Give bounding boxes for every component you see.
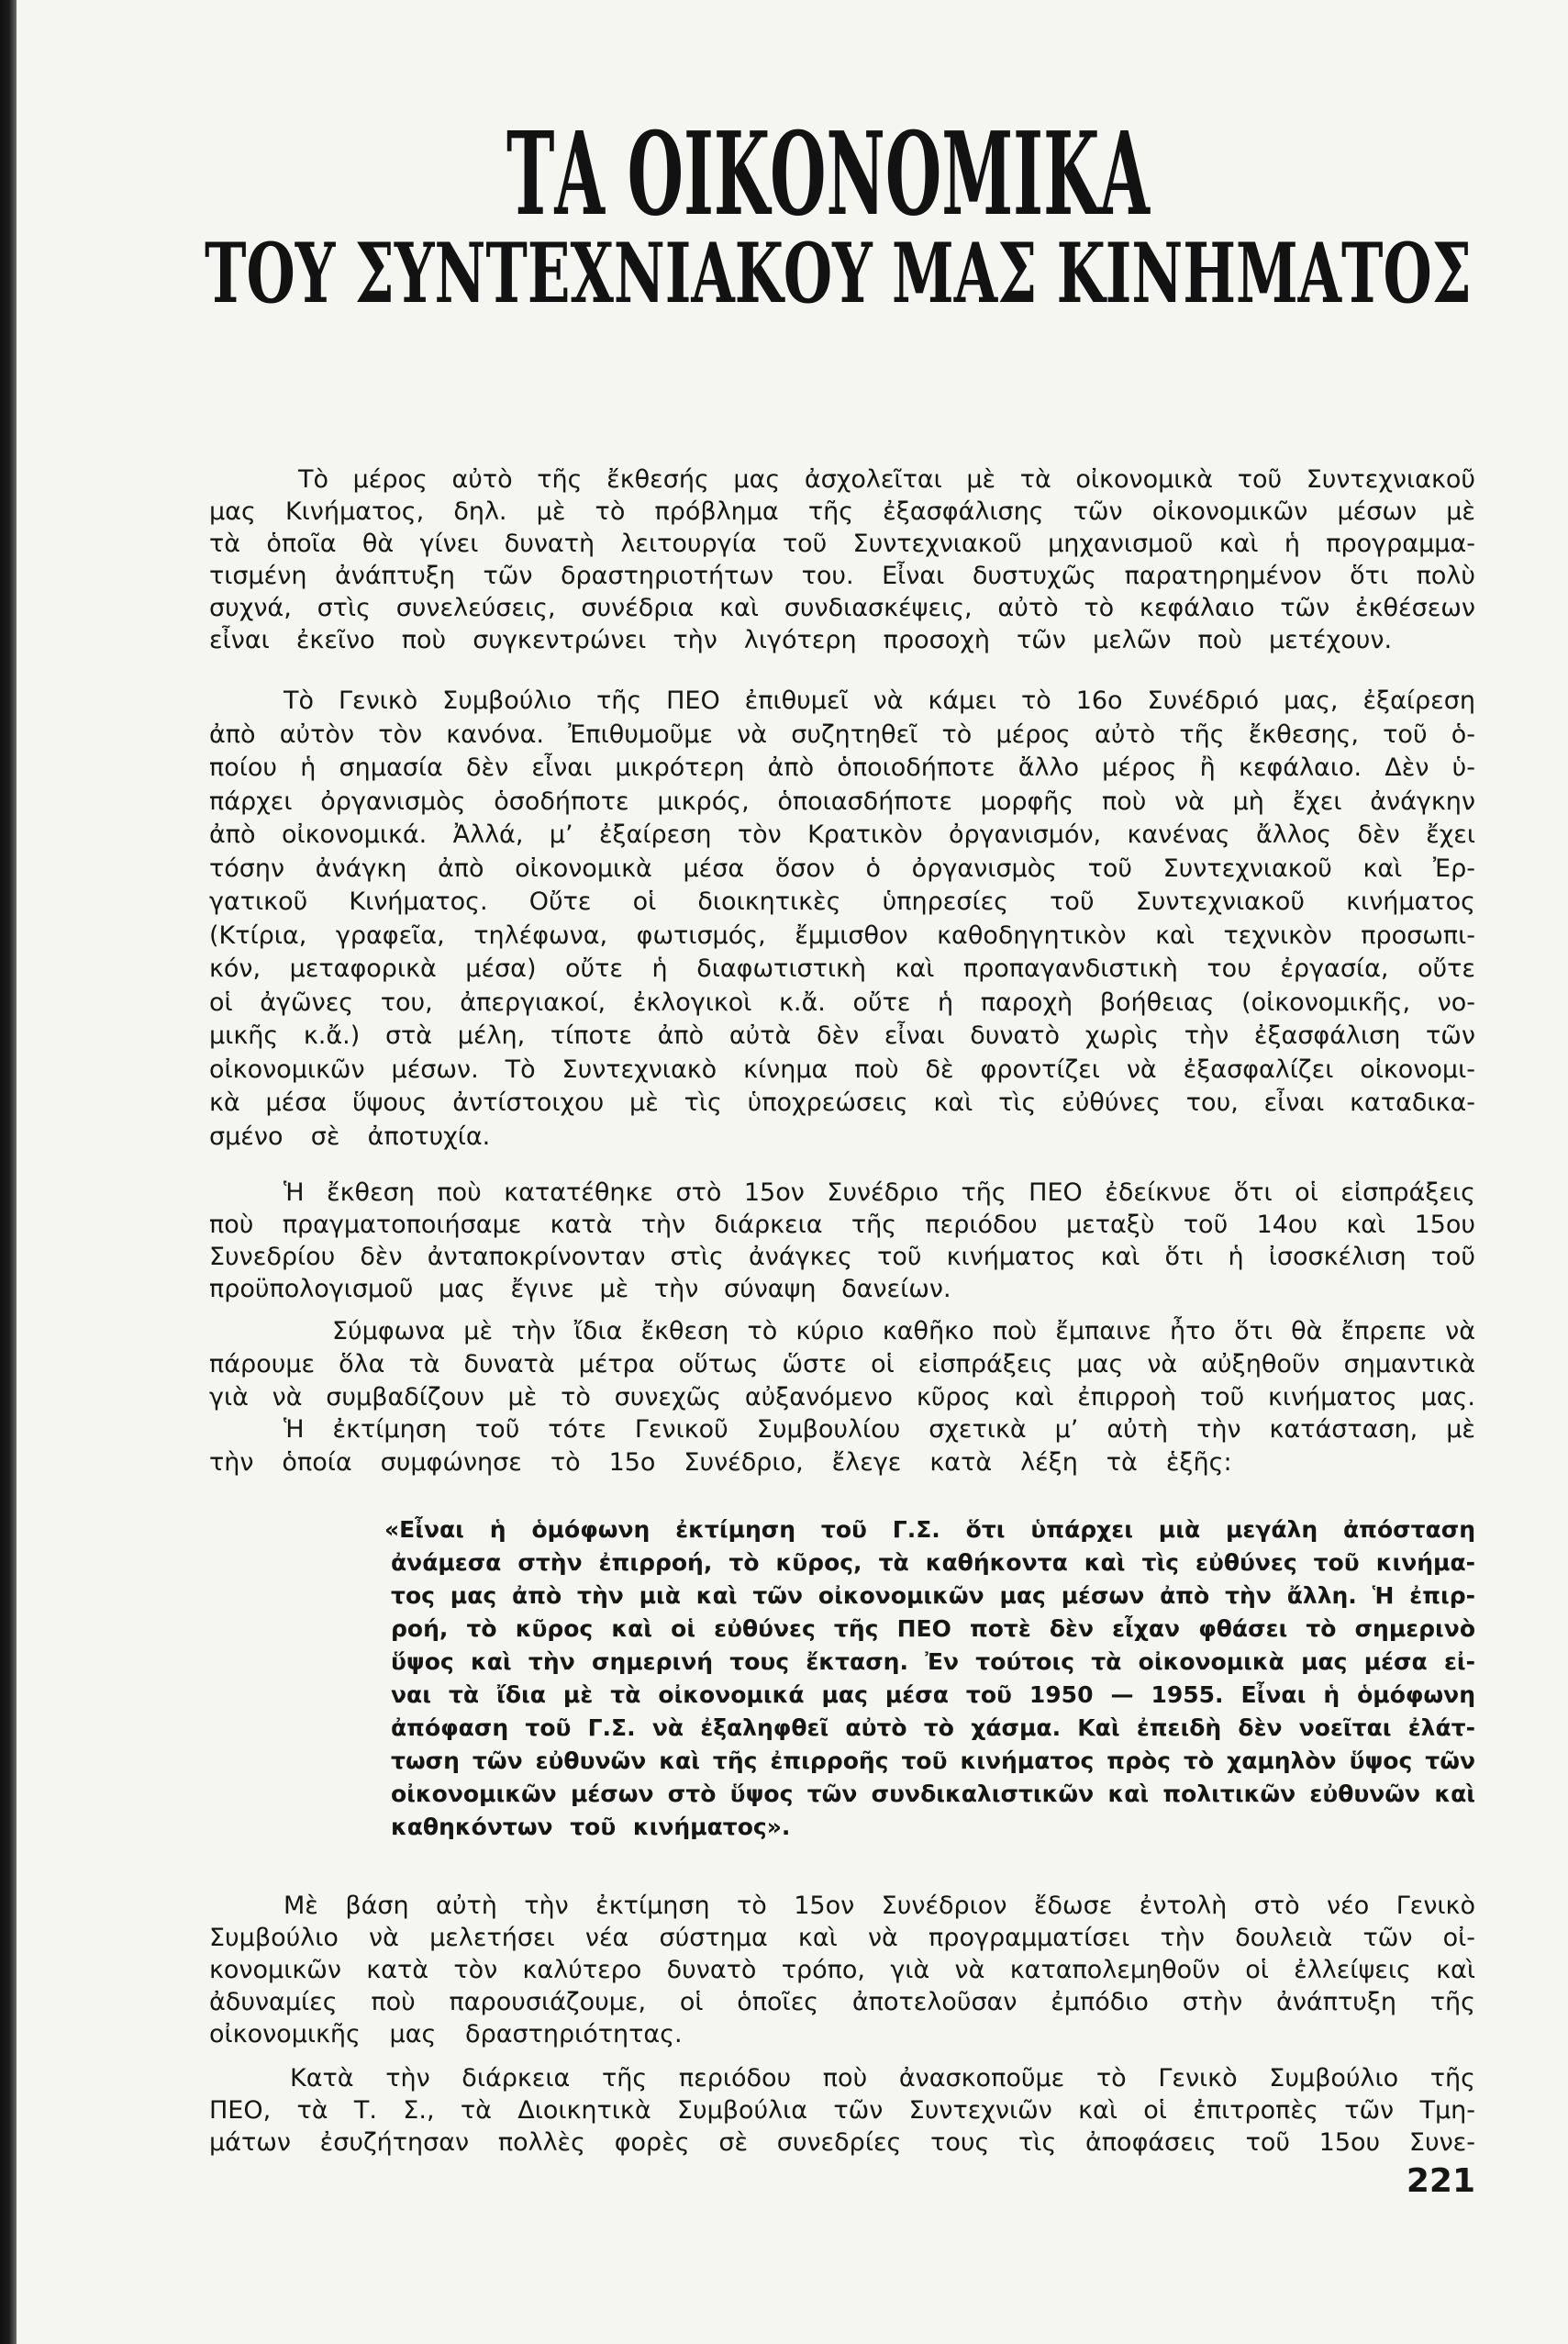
body-line: ΠΕΟ, τὰ Τ. Σ., τὰ Διοικητικὰ Συμβούλια τῶν Συντεχνιῶν καὶ οἱ ἐπιτροπὲς τῶν Τμη- — [209, 2096, 1475, 2125]
body-line: οἱ ἀγῶνες του, ἀπεργιακοί, ἐκλογικοὶ κ.ἄ. οὔτε ἡ παροχὴ βοήθειας (οἰκονομικῆς, νο- — [209, 988, 1475, 1017]
body-line: Κατὰ τὴν διάρκεια τῆς περιόδου ποὺ ἀνασκοποῦμε τὸ Γενικὸ Συμβούλιο τῆς — [290, 2064, 1475, 2093]
paragraph-7 — [209, 2062, 1475, 2159]
body-line: Συνεδρίου δὲν ἀνταποκρίνονταν στὶς ἀνάγκες τοῦ κινήματος καὶ ὅτι ἡ ἰσοσκέλιση τοῦ — [209, 1243, 1475, 1271]
paragraph-4 — [209, 1315, 1475, 1414]
quote-line: τος μας ἀπὸ τὴν μιὰ καὶ τῶν οἰκονομικῶν μας μέσων ἀπὸ τὴν ἄλλη. Ἡ ἐπιρ- — [391, 1582, 1475, 1609]
body-line: ποὺ πραγματοποιήσαμε κατὰ τὴν διάρκεια τῆς περιόδου μεταξὺ τοῦ 14ου καὶ 15ου — [209, 1211, 1475, 1239]
page-number: 221 — [1406, 2162, 1475, 2200]
body-line: Τὸ Γενικὸ Συμβούλιο τῆς ΠΕΟ ἐπιθυμεῖ νὰ κάμει τὸ 16ο Συνέδριό μας, ἐξαίρεση — [284, 686, 1475, 715]
body-line: πάρουμε ὅλα τὰ δυνατὰ μέτρα οὕτως ὥστε οἱ εἰσπράξεις μας νὰ αὐξηθοῦν σημαντικὰ — [209, 1350, 1475, 1378]
quote-line: οἰκονομικῶν μέσων στὸ ὕψος τῶν συνδικαλιστικῶν καὶ πολιτικῶν εὐθυνῶν καὶ — [391, 1780, 1475, 1807]
body-line: κόν, μεταφορικὰ μέσα) οὔτε ἡ διαφωτιστικὴ καὶ προπαγανδιστικὴ του ἐργασία, οὔτε — [209, 954, 1475, 983]
body-line: οἰκονομικῆς μας δραστηριότητας. — [209, 2020, 683, 2048]
body-line: οἰκονομικῶν μέσων. Τὸ Συντεχνιακὸ κίνημα ποὺ δὲ φροντίζει νὰ ἐξασφαλίζει οἰκονομι- — [209, 1055, 1475, 1084]
quote-line: «Εἶναι ἡ ὁμόφωνη ἐκτίμηση τοῦ Γ.Σ. ὅτι ὑπάρχει μιὰ μεγάλη ἀπόσταση — [384, 1516, 1475, 1543]
body-line: τόσην ἀνάγκη ἀπὸ οἰκονομικὰ μέσα ὅσον ὁ ὀργανισμὸς τοῦ Συντεχνιακοῦ καὶ Ἐρ- — [209, 854, 1475, 883]
scan-edge — [0, 0, 17, 2344]
body-line: γιὰ νὰ συμβαδίζουν μὲ τὸ συνεχῶς αὐξανόμενο κῦρος καὶ ἐπιρροὴ τοῦ κινήματος μας. — [209, 1383, 1475, 1412]
body-line: προϋπολογισμοῦ μας ἔγινε μὲ τὴν σύναψη δανείων. — [209, 1275, 951, 1303]
paragraph-1 — [209, 463, 1475, 656]
quote-line: ὕψος καὶ τὴν σημερινή τους ἔκταση. Ἐν τούτοις τὰ οἰκονομικὰ μας μέσα εἰ- — [391, 1648, 1475, 1675]
paragraph-5 — [209, 1413, 1475, 1479]
title-line-2: ΤΟΥ ΣΥΝΤΕΧΝΙΑΚΟΥ ΜΑΣ ΚΙΝΗΜΑΤΟΣ — [205, 225, 1472, 322]
quote-line: ροή, τὸ κῦρος καὶ οἱ εὐθύνες τῆς ΠΕΟ ποτὲ δὲν εἶχαν φθάσει τὸ σημερινὸ — [391, 1615, 1475, 1642]
body-line: τὴν ὁποία συμφώνησε τὸ 15ο Συνέδριο, ἔλεγε κατὰ λέξη τὰ ἑξῆς: — [209, 1448, 1232, 1477]
paragraph-6 — [209, 1890, 1475, 2050]
body-line: μάτων ἐσυζήτησαν πολλὲς φορὲς σὲ συνεδρίες τους τὶς ἀποφάσεις τοῦ 15ου Συνε- — [209, 2128, 1475, 2157]
body-line: μικῆς κ.ἄ.) στὰ μέλη, τίποτε ἀπὸ αὐτὰ δὲν εἶναι δυνατὸ χωρὶς τὴν ἐξασφάλιση τῶν — [209, 1021, 1475, 1050]
quote-line: τωση τῶν εὐθυνῶν καὶ τῆς ἐπιρροῆς τοῦ κινήματος πρὸς τὸ χαμηλὸν ὕψος τῶν — [391, 1747, 1475, 1774]
block-quote — [384, 1513, 1475, 1844]
quote-line: ἀπόφαση τοῦ Γ.Σ. νὰ ἐξαληφθεῖ αὐτὸ τὸ χάσμα. Καὶ ἐπειδὴ δὲν νοεῖται ἐλάτ- — [391, 1714, 1475, 1741]
body-line: Συμβούλιο νὰ μελετήσει νέα σύστημα καὶ νὰ προγραμματίσει τὴν δουλειὰ τῶν οἰ- — [209, 1924, 1475, 1952]
body-line: ἀπὸ αὐτὸν τὸν κανόνα. Ἐπιθυμοῦμε νὰ συζητηθεῖ τὸ μέρος αὐτὸ τῆς ἔκθεσης, τοῦ ὁ- — [209, 720, 1475, 749]
body-line: τὰ ὁποῖα θὰ γίνει δυνατὴ λειτουργία τοῦ Συντεχνιακοῦ μηχανισμοῦ καὶ ἡ προγραμμα- — [209, 530, 1475, 558]
body-line: ἀπὸ οἰκονομικά. Ἀλλά, μ’ ἐξαίρεση τὸν Κρατικὸν ὀργανισμόν, κανένας ἄλλος δὲν ἔχει — [209, 820, 1475, 849]
body-line: σμένο σὲ ἀποτυχία. — [209, 1122, 491, 1151]
body-line: κὰ μέσα ὕψους ἀντίστοιχου μὲ τὶς ὑποχρεώσεις καὶ τὶς εὐθύνες του, εἶναι καταδικα- — [209, 1088, 1475, 1117]
paragraph-3 — [209, 1177, 1475, 1305]
body-line: γατικοῦ Κινήματος. Οὔτε οἱ διοικητικὲς ὑπηρεσίες τοῦ Συντεχνιακοῦ κινήματος — [209, 887, 1475, 916]
body-line: (Κτίρια, γραφεῖα, τηλέφωνα, φωτισμός, ἔμμισθον καθοδηγητικὸν καὶ τεχνικὸν προσωπι- — [209, 921, 1475, 950]
body-line: Ἡ ἐκτίμηση τοῦ τότε Γενικοῦ Συμβουλίου σχετικὰ μ’ αὐτὴ τὴν κατάσταση, μὲ — [284, 1415, 1475, 1444]
title-line-1: ΤΑ ΟΙΚΟΝΟΜΙΚΑ — [506, 107, 1150, 241]
body-line: τισμένη ἀνάπτυξη τῶν δραστηριοτήτων του. Εἶναι δυστυχῶς παρατηρημένον ὅτι πολὺ — [209, 562, 1475, 590]
body-line: κονομικῶν κατὰ τὸν καλύτερο δυνατὸ τρόπο, γιὰ νὰ καταπολεμηθοῦν οἱ ἐλλείψεις καὶ — [209, 1956, 1475, 1984]
body-line: εἶναι ἐκεῖνο ποὺ συγκεντρώνει τὴν λιγότερη προσοχὴ τῶν μελῶν ποὺ μετέχουν. — [209, 626, 1393, 654]
body-line: ποίου ἡ σημασία δὲν εἶναι μικρότερη ἀπὸ ὁποιοδήποτε ἄλλο μέρος ἢ κεφάλαιο. Δὲν ὑ- — [209, 753, 1475, 782]
quote-line: ἀνάμεσα στὴν ἐπιρροή, τὸ κῦρος, τὰ καθήκοντα καὶ τὶς εὐθύνες τοῦ κινήμα- — [391, 1549, 1475, 1576]
body-line: πάρχει ὀργανισμὸς ὁσοδήποτε μικρός, ὁποιασδήποτε μορφῆς ποὺ νὰ μὴ ἔχει ἀνάγκην — [209, 787, 1475, 816]
body-line: συχνά, στὶς συνελεύσεις, συνέδρια καὶ συνδιασκέψεις, αὐτὸ τὸ κεφάλαιο τῶν ἐκθέσεων — [209, 594, 1475, 622]
body-line: Σύμφωνα μὲ τὴν ἴδια ἔκθεση τὸ κύριο καθῆκο ποὺ ἔμπαινε ἦτο ὅτι θὰ ἔπρεπε νὰ — [332, 1317, 1475, 1345]
quote-line: ναι τὰ ἴδια μὲ τὰ οἰκονομικά μας μέσα τοῦ 1950 — 1955. Εἶναι ἡ ὁμόφωνη — [391, 1681, 1475, 1708]
quote-line: καθηκόντων τοῦ κινήματος». — [391, 1814, 791, 1840]
body-line: Μὲ βάση αὐτὴ τὴν ἐκτίμηση τὸ 15ον Συνέδριον ἔδωσε ἐντολὴ στὸ νέο Γενικὸ — [284, 1892, 1475, 1920]
body-line: Ἡ ἔκθεση ποὺ κατατέθηκε στὸ 15ον Συνέδριο τῆς ΠΕΟ ἐδείκνυε ὅτι οἱ εἰσπράξεις — [284, 1178, 1475, 1207]
paragraph-2 — [209, 685, 1475, 1154]
body-line: ἀδυναμίες ποὺ παρουσιάζουμε, οἱ ὁποῖες ἀποτελοῦσαν ἐμπόδιο στὴν ἀνάπτυξη τῆς — [209, 1988, 1475, 2016]
body-line: μας Κινήματος, δηλ. μὲ τὸ πρόβλημα τῆς ἐξασφάλισης τῶν οἰκονομικῶν μέσων μὲ — [209, 497, 1475, 526]
body-line: Τὸ μέρος αὐτὸ τῆς ἔκθεσής μας ἀσχολεῖται μὲ τὰ οἰκονομικὰ τοῦ Συντεχνιακοῦ — [298, 465, 1475, 494]
